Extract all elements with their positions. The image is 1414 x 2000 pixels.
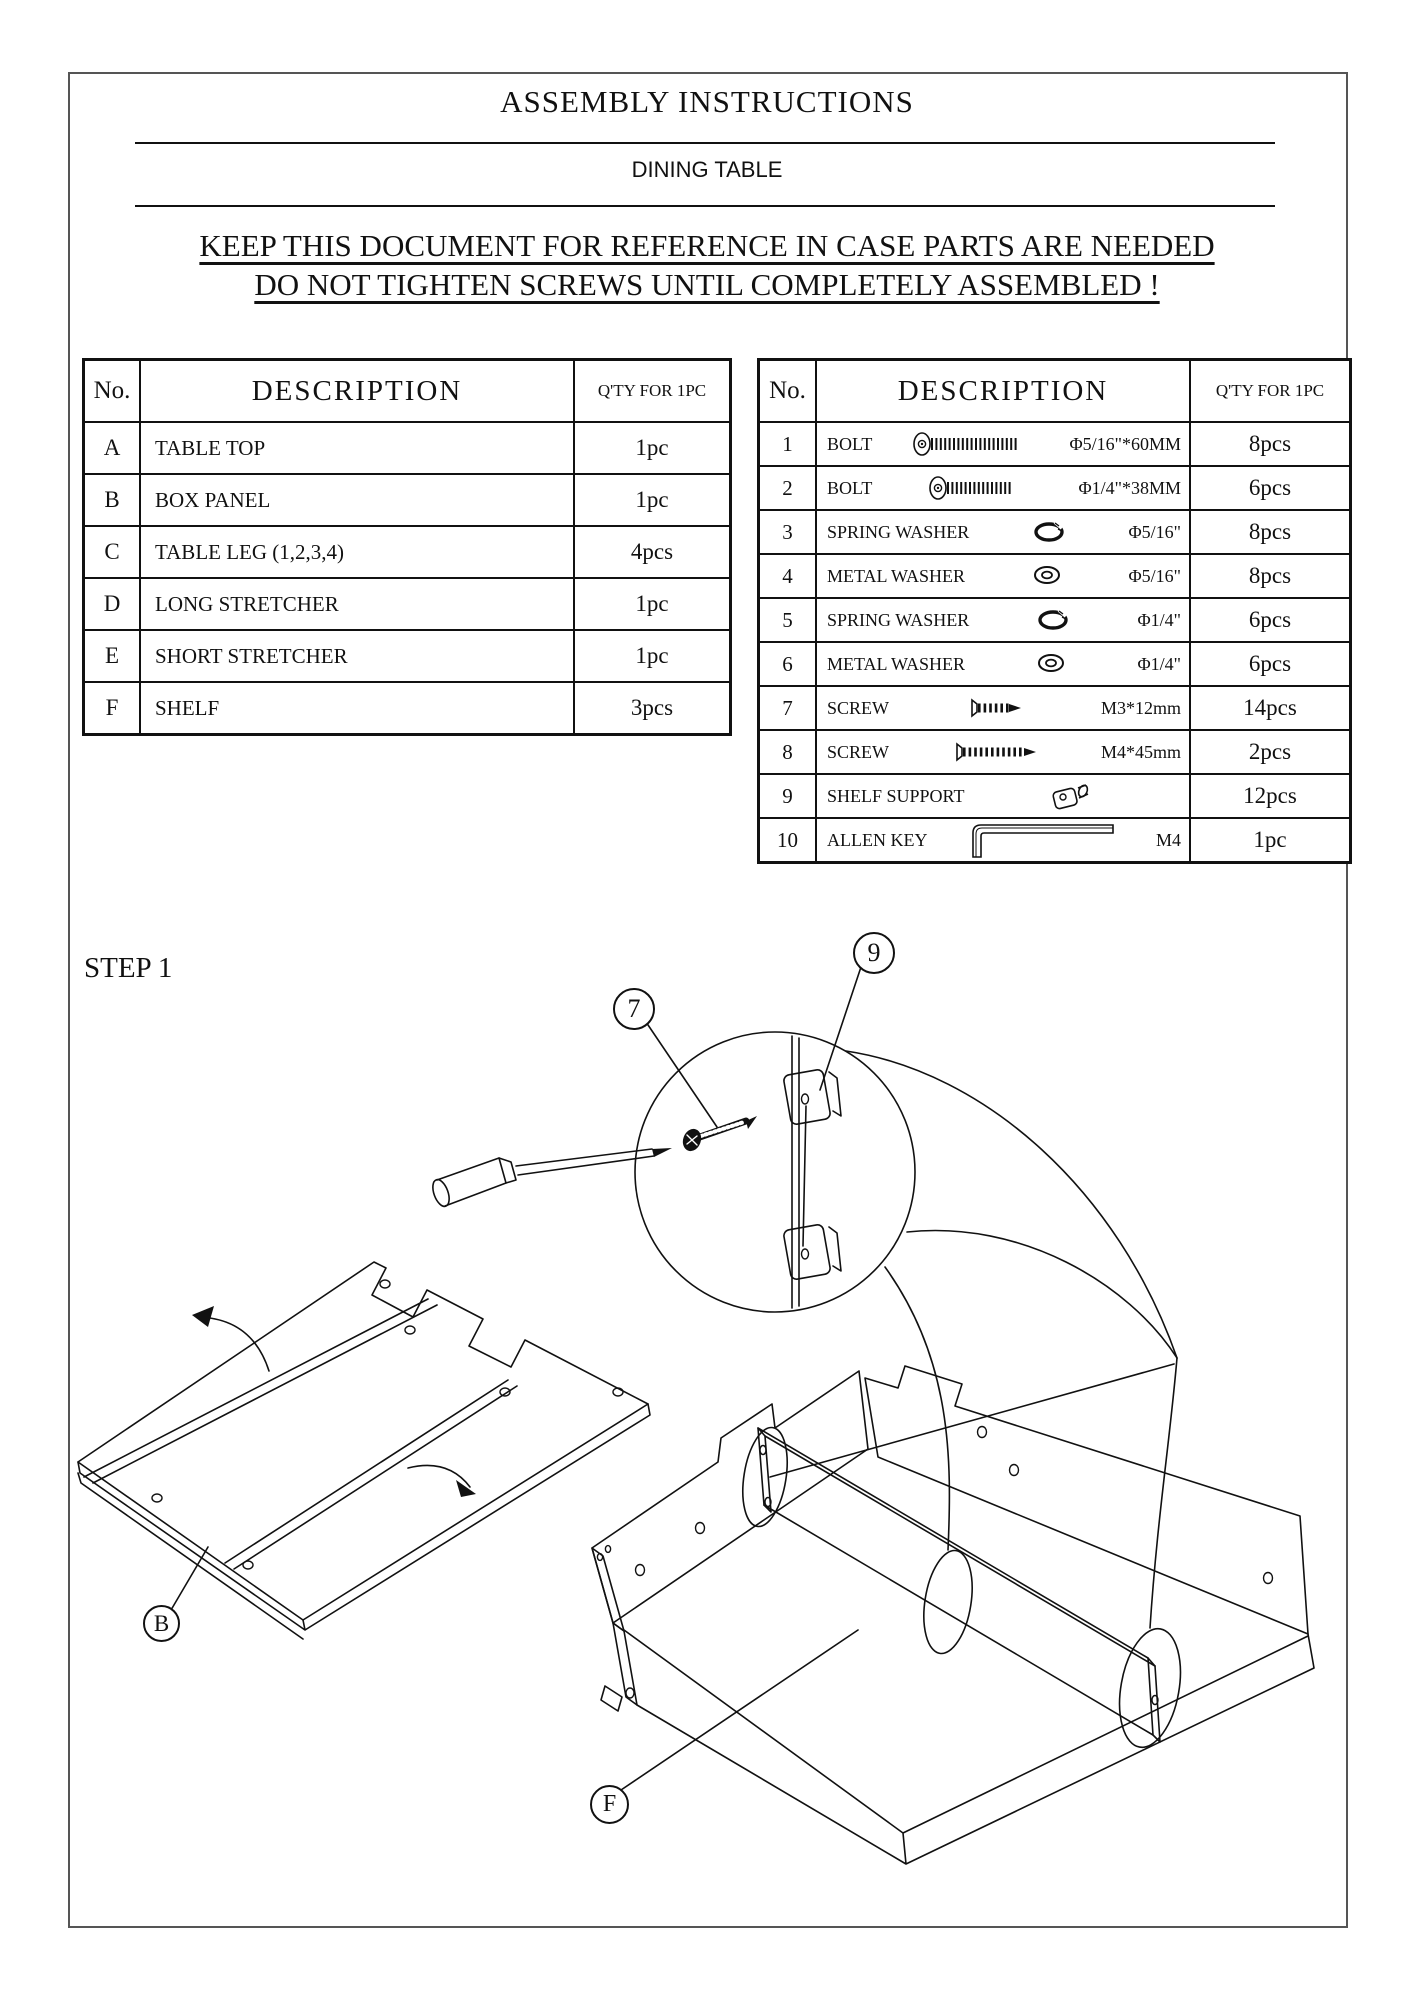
hardware-no: 4: [760, 553, 815, 597]
hardware-no: 6: [760, 641, 815, 685]
hardware-size: M4: [1155, 829, 1181, 850]
hardware-description: METAL WASHER: [827, 565, 966, 586]
hardware-qty: 8pcs: [1189, 553, 1349, 597]
hardware-table-header: [760, 361, 1349, 421]
hardware-description: SPRING WASHER: [827, 521, 970, 542]
table-row: [760, 773, 1349, 817]
callout-shelf-F: F: [590, 1785, 629, 1824]
hardware-no: 2: [760, 465, 815, 509]
table-row: [760, 729, 1349, 773]
parts-header-qty: Q'TY FOR 1PC: [573, 361, 729, 421]
part-qty: 1pc: [573, 629, 729, 681]
table-row: [85, 577, 729, 629]
hardware-qty: 6pcs: [1189, 465, 1349, 509]
callout-shelf-support-9: 9: [853, 932, 895, 974]
part-no: C: [85, 525, 139, 577]
hardware-size: Φ1/4"*38MM: [1078, 477, 1181, 498]
hardware-header-description: DESCRIPTION: [815, 361, 1189, 421]
table-row: [760, 685, 1349, 729]
table-row: [85, 629, 729, 681]
callout-screw-7: 7: [613, 988, 655, 1030]
title-rule-bottom: [135, 205, 1275, 207]
metal-washer-icon: [1033, 652, 1069, 676]
hardware-no: 5: [760, 597, 815, 641]
hardware-no: 1: [760, 421, 815, 465]
bolt-short-icon: [928, 475, 1023, 501]
title-rule-top: [135, 142, 1275, 144]
hardware-qty: 12pcs: [1189, 773, 1349, 817]
warning-line-2: DO NOT TIGHTEN SCREWS UNTIL COMPLETELY ASSEMBLED !: [254, 267, 1160, 302]
hardware-qty: 6pcs: [1189, 641, 1349, 685]
part-description: SHELF: [139, 681, 573, 733]
doc-title: ASSEMBLY INSTRUCTIONS: [500, 84, 914, 119]
part-description: SHORT STRETCHER: [139, 629, 573, 681]
part-qty: 1pc: [573, 421, 729, 473]
bolt-long-icon: [912, 431, 1030, 457]
screw-short-icon: [967, 696, 1023, 720]
metal-washer-icon: [1029, 564, 1065, 588]
table-row: [85, 525, 729, 577]
hardware-description: SHELF SUPPORT: [827, 785, 965, 806]
hardware-description: BOLT: [827, 477, 873, 498]
hardware-no: 9: [760, 773, 815, 817]
page-border: [68, 72, 1348, 1928]
hardware-no: 10: [760, 817, 815, 861]
hardware-description: BOLT: [827, 433, 873, 454]
hardware-size: Φ5/16"*60MM: [1069, 433, 1181, 454]
part-no: D: [85, 577, 139, 629]
part-qty: 4pcs: [573, 525, 729, 577]
hardware-size: Φ5/16": [1128, 565, 1181, 586]
warning-line-1: KEEP THIS DOCUMENT FOR REFERENCE IN CASE PARTS ARE NEEDED: [199, 228, 1215, 263]
parts-header-no: No.: [93, 377, 131, 404]
hardware-size: Φ1/4": [1137, 609, 1181, 630]
hardware-qty: 8pcs: [1189, 421, 1349, 465]
part-qty: 3pcs: [573, 681, 729, 733]
spring-washer-icon: [1035, 608, 1071, 632]
hardware-size: Φ1/4": [1137, 653, 1181, 674]
allen-key-icon: [967, 821, 1117, 859]
spring-washer-icon: [1031, 520, 1067, 544]
table-row: [760, 597, 1349, 641]
part-qty: 1pc: [573, 473, 729, 525]
hardware-qty: 1pc: [1189, 817, 1349, 861]
part-description: LONG STRETCHER: [139, 577, 573, 629]
part-no: A: [85, 421, 139, 473]
hardware-qty: 8pcs: [1189, 509, 1349, 553]
doc-subtitle: DINING TABLE: [631, 157, 783, 182]
hardware-description: METAL WASHER: [827, 653, 966, 674]
step-label: STEP 1: [84, 952, 173, 984]
hardware-size: Φ5/16": [1128, 521, 1181, 542]
table-row: [760, 509, 1349, 553]
shelf-support-icon: [1050, 781, 1096, 811]
callout-box-panel-B: B: [143, 1605, 180, 1642]
hardware-table: [757, 358, 1352, 864]
hardware-qty: 14pcs: [1189, 685, 1349, 729]
hardware-no: 8: [760, 729, 815, 773]
hardware-description: SCREW: [827, 741, 890, 762]
table-row: [760, 553, 1349, 597]
hardware-no: 7: [760, 685, 815, 729]
table-row: [760, 421, 1349, 465]
screw-long-icon: [952, 740, 1038, 764]
table-row: [760, 817, 1349, 861]
hardware-qty: 2pcs: [1189, 729, 1349, 773]
table-row: [85, 681, 729, 733]
table-row: [85, 473, 729, 525]
parts-header-description: DESCRIPTION: [139, 361, 573, 421]
part-description: TABLE TOP: [139, 421, 573, 473]
parts-table-header: [85, 361, 729, 421]
hardware-description: SPRING WASHER: [827, 609, 970, 630]
part-description: BOX PANEL: [139, 473, 573, 525]
hardware-header-qty: Q'TY FOR 1PC: [1189, 361, 1349, 421]
part-description: TABLE LEG (1,2,3,4): [139, 525, 573, 577]
hardware-size: M3*12mm: [1100, 697, 1181, 718]
parts-table: [82, 358, 732, 736]
part-no: B: [85, 473, 139, 525]
table-row: [760, 465, 1349, 509]
hardware-qty: 6pcs: [1189, 597, 1349, 641]
table-row: [85, 421, 729, 473]
hardware-description: ALLEN KEY: [827, 829, 928, 850]
part-no: F: [85, 681, 139, 733]
hardware-header-no: No.: [769, 377, 806, 404]
hardware-no: 3: [760, 509, 815, 553]
part-qty: 1pc: [573, 577, 729, 629]
hardware-size: M4*45mm: [1100, 741, 1181, 762]
hardware-description: SCREW: [827, 697, 890, 718]
part-no: E: [85, 629, 139, 681]
table-row: [760, 641, 1349, 685]
